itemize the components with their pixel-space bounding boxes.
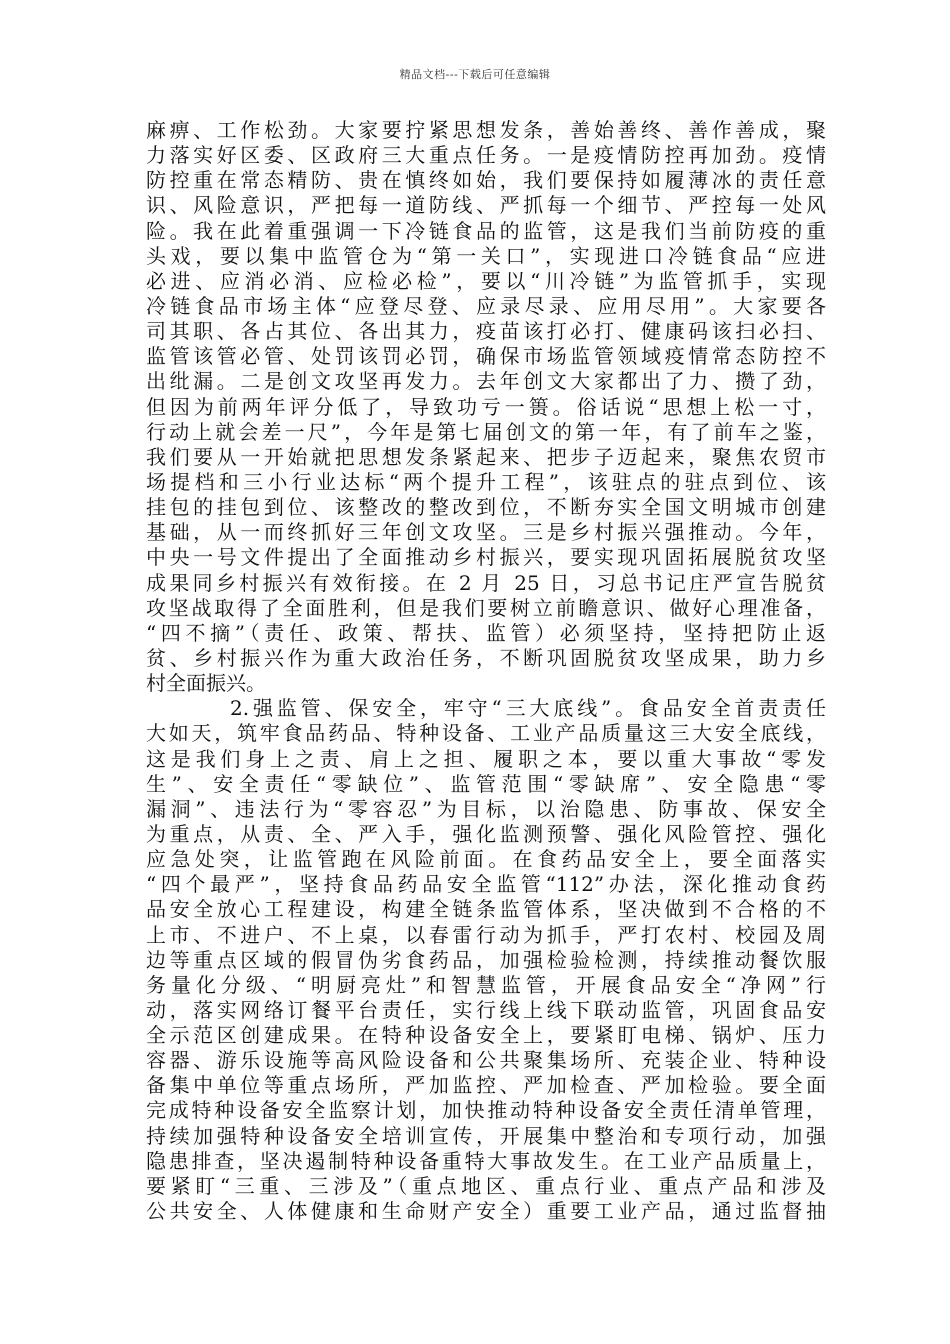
text-line: 务量化分级、“明厨亮灶”和智慧监管，开展食品安全“净网”行: [146, 972, 826, 997]
text-line: 完成特种设备安全监察计划，加快推动特种设备安全责任清单管理，: [146, 1098, 826, 1123]
text-line: 成果同乡村振兴有效衔接。在 2 月 25 日，习总书记庄严宣告脱贫: [146, 570, 826, 595]
text-line: 头戏，要以集中监管仓为“第一关口”，实现进口冷链食品“应进: [146, 243, 826, 268]
text-line: 行动上就会差一尺”，今年是第七届创文的第一年，有了前车之鉴，: [146, 419, 826, 444]
text-line: 上市、不进户、不上桌，以春雷行动为抓手，严打农村、校园及周: [146, 922, 826, 947]
text-line: 动，落实网络订餐平台责任，实行线上线下联动监管，巩固食品安: [146, 997, 826, 1022]
text-line: 边等重点区域的假冒伪劣食药品，加强检验检测，持续推动餐饮服: [146, 947, 826, 972]
text-line: 中央一号文件提出了全面推动乡村振兴，要实现巩固拓展脱贫攻坚: [146, 545, 826, 570]
text-line: 司其职、各占其位、各出其力，疫苗该打必打、健康码该扫必扫、: [146, 319, 826, 344]
text-line: 冷链食品市场主体“应登尽登、应录尽录、应用尽用”。大家要各: [146, 293, 826, 318]
text-line: 贫、乡村振兴作为重大政治任务，不断巩固脱贫攻坚成果，助力乡: [146, 645, 826, 670]
text-line: 品安全放心工程建设，构建全链条监管体系，坚决做到不合格的不: [146, 897, 826, 922]
text-line: 要紧盯“三重、三涉及”（重点地区、重点行业、重点产品和涉及: [146, 1173, 826, 1198]
text-line: 应急处突，让监管跑在风险前面。在食药品安全上，要全面落实: [146, 847, 826, 872]
paragraph-1: [146, 118, 826, 696]
text-line: “四个最严”，坚持食品药品安全监管“112”办法，深化推动食药: [146, 872, 826, 897]
text-line: “四不摘”（责任、政策、帮扶、监管）必须坚持，坚持把防止返: [146, 620, 826, 645]
text-line: 村全面振兴。: [146, 671, 266, 696]
text-line: 识、风险意识，严把每一道防线、严抓每一个细节、严控每一处风: [146, 193, 826, 218]
paragraph-2: [146, 696, 826, 1224]
text-line: 容器、游乐设施等高风险设备和公共聚集场所、充装企业、特种设: [146, 1048, 826, 1073]
text-line: 为重点，从责、全、严入手，强化监测预警、强化风险管控、强化: [146, 821, 826, 846]
text-line: 隐患排查，坚决遏制特种设备重特大事故发生。在工业产品质量上，: [146, 1148, 826, 1173]
text-line: 公共安全、人体健康和生命财产安全）重要工业产品，通过监督抽: [146, 1199, 826, 1224]
text-line: 险。我在此着重强调一下冷链食品的监管，这是我们当前防疫的重: [146, 218, 826, 243]
text-line: 大如天，筑牢食品药品、特种设备、工业产品质量这三大安全底线，: [146, 721, 826, 746]
page-header: 精品文档---下载后可任意编辑: [399, 68, 551, 81]
text-line: 备集中单位等重点场所，严加监控、严加检查、严加检验。要全面: [146, 1073, 826, 1098]
text-line: 2.强监管、保安全，牢守“三大底线”。食品安全首责责任: [230, 696, 826, 721]
text-line: 攻坚战取得了全面胜利，但是我们要树立前瞻意识、做好心理准备，: [146, 595, 826, 620]
text-line: 监管该管必管、处罚该罚必罚，确保市场监管领域疫情常态防控不: [146, 344, 826, 369]
text-line: 场提档和三小行业达标“两个提升工程”，该驻点的驻点到位、该: [146, 469, 826, 494]
text-line: 漏洞”、违法行为“零容忍”为目标，以治隐患、防事故、保安全: [146, 796, 826, 821]
text-line: 但因为前两年评分低了，导致功亏一篑。俗话说“思想上松一寸，: [146, 394, 826, 419]
text-line: 生”、安全责任“零缺位”、监管范围“零缺席”、安全隐患“零: [146, 771, 826, 796]
text-line: 麻痹、工作松劲。大家要拧紧思想发条，善始善终、善作善成，聚: [146, 118, 826, 142]
text-line: 挂包的挂包到位、该整改的整改到位，不断夯实全国文明城市创建: [146, 495, 826, 520]
text-line: 我们要从一开始就把思想发条紧起来、把步子迈起来，聚焦农贸市: [146, 444, 826, 469]
text-line: 力落实好区委、区政府三大重点任务。一是疫情防控再加劲。疫情: [146, 143, 826, 168]
text-line: 防控重在常态精防、贵在慎终如始，我们要保持如履薄冰的责任意: [146, 168, 826, 193]
text-line: 全示范区创建成果。在特种设备安全上，要紧盯电梯、锅炉、压力: [146, 1023, 826, 1048]
text-line: 基础，从一而终抓好三年创文攻坚。三是乡村振兴强推动。今年，: [146, 520, 826, 545]
text-line: 必进、应消必消、应检必检”，要以“川冷链”为监管抓手，实现: [146, 268, 826, 293]
text-line: 这是我们身上之责、肩上之担、履职之本，要以重大事故“零发: [146, 746, 826, 771]
text-line: 出纰漏。二是创文攻坚再发力。去年创文大家都出了力、攒了劲，: [146, 369, 826, 394]
text-line: 持续加强特种设备安全培训宣传，开展集中整治和专项行动，加强: [146, 1123, 826, 1148]
body-text: [146, 118, 826, 1224]
